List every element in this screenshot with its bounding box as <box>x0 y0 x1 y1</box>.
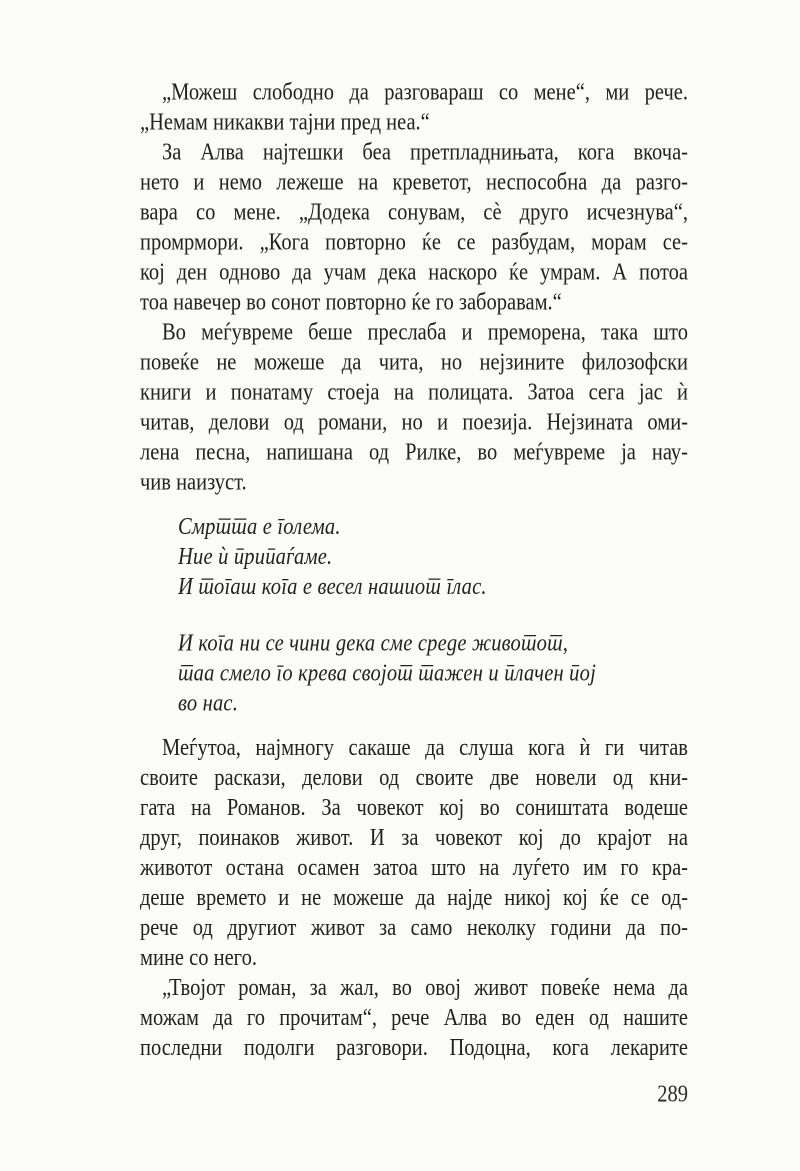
poem-line: И тогаш кога е весел нашиот глас. <box>178 573 487 600</box>
text-line: мине со него. <box>140 944 257 971</box>
text-line: повеќе не можеше да чита, но нејзините филозофски <box>140 349 688 376</box>
poem-line: Ние ѝ припаѓаме. <box>178 543 333 570</box>
text-line: „Немам никакви тајни пред неа.“ <box>140 109 430 136</box>
text-line: вара со мене. „Додека сонувам, сѐ друго исчезнува“, <box>140 199 688 226</box>
text-line: нето и немо лежеше на креветот, неспособна да разго- <box>140 169 688 196</box>
page-number: 289 <box>657 1081 688 1108</box>
text-line: За Алва најтешки беа претпладнињата, кога вкоча- <box>162 139 688 166</box>
text-line: Меѓутоа, најмногу сакаше да слуша кога ѝ ги читав <box>162 734 688 761</box>
text-line: друг, поинаков живот. И за човекот кој до крајот на <box>140 824 688 851</box>
text-line: гата на Романов. За човекот кој во соништата водеше <box>140 794 688 821</box>
poem-stanza <box>178 512 688 602</box>
text-line: деше времето и не можеше да најде никој кој ќе се од- <box>140 884 688 911</box>
paragraph <box>140 973 688 1063</box>
poem-line: Смртта е голема. <box>178 513 341 540</box>
text-line: Во меѓувреме беше преслаба и преморена, така што <box>162 319 688 346</box>
text-line: можам да го прочитам“, рече Алва во еден од нашите <box>140 1004 688 1031</box>
paragraph <box>140 138 688 318</box>
text-line: промрмори. „Кога повторно ќе се разбудам, морам се- <box>140 229 688 256</box>
paragraph <box>140 318 688 498</box>
text-line: чив наизуст. <box>140 469 247 496</box>
poem-stanza <box>178 629 688 719</box>
text-line: животот остана осамен затоа што на луѓето им го кра- <box>140 854 688 881</box>
text-line: „Можеш слободно да разговараш со мене“, ми рече. <box>162 79 688 106</box>
text-line: своите раскази, делови од своите две новели од кни- <box>140 764 688 791</box>
text-line: тоа навечер во сонот повторно ќе го заборавам.“ <box>140 289 562 316</box>
page-text-block <box>140 78 688 1110</box>
paragraph <box>140 733 688 973</box>
text-line: лена песна, напишана од Рилке, во меѓувреме ја нау- <box>140 439 688 466</box>
text-line: читав, делови од романи, но и поезија. Нејзината оми- <box>140 409 688 436</box>
paragraph <box>140 78 688 138</box>
text-line: книги и понатаму стоеја на полицата. Затоа сега јас ѝ <box>140 379 688 406</box>
poem-block <box>178 512 688 718</box>
text-line: „Твојот роман, за жал, во овој живот повеќе нема да <box>162 974 688 1001</box>
text-line: кој ден одново да учам дека наскоро ќе умрам. А потоа <box>140 259 688 286</box>
poem-line: И кога ни се чини дека сме среде животот, <box>178 630 569 657</box>
text-line: последни подолги разговори. Подоцна, кога лекарите <box>140 1034 688 1061</box>
text-line: рече од другиот живот за само неколку години да по- <box>140 914 688 941</box>
poem-line: во нас. <box>178 690 239 717</box>
poem-line: таа смело го крева својот тажен и плачен пој <box>178 660 596 687</box>
